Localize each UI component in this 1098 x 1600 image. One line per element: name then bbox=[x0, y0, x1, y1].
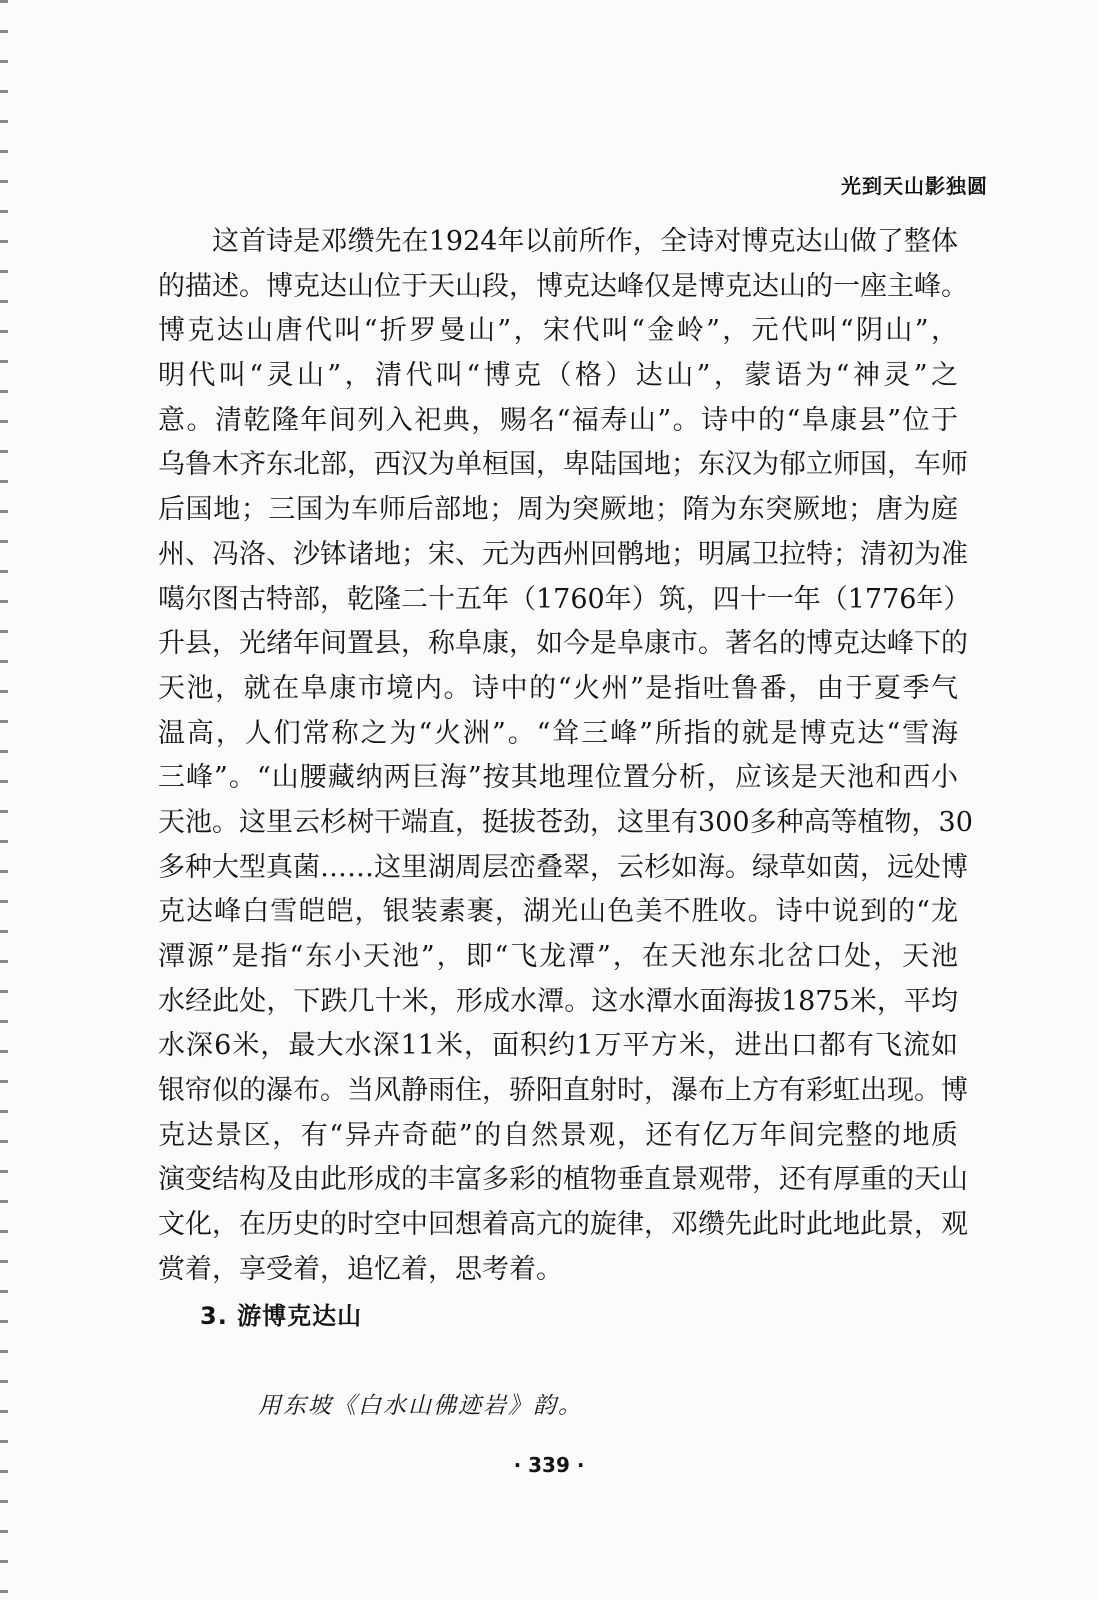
paragraph-line: 潭源”是指“东小天池”，即“飞龙潭”，在天池东北岔口处，天池 bbox=[158, 941, 958, 972]
paragraph-line: 后国地；三国为车师后部地；周为突厥地；隋为东突厥地；唐为庭 bbox=[158, 494, 958, 526]
paragraph-line: 演变结构及由此形成的丰富多彩的植物垂直景观带，还有厚重的天山 bbox=[158, 1164, 968, 1196]
paragraph-line: 天池，就在阜康市境内。诗中的“火州”是指吐鲁番，由于夏季气 bbox=[158, 672, 958, 704]
running-head: 光到天山影独圆 bbox=[841, 174, 988, 198]
paragraph-line: 明代叫“灵山”，清代叫“博克（格）达山”，蒙语为“神灵”之 bbox=[158, 360, 958, 392]
paragraph-line: 文化，在历史的时空中回想着高亢的旋律，邓缵先此时此地此景，观 bbox=[158, 1209, 968, 1241]
paragraph-line: 天池。这里云杉树干端直，挺拔苍劲，这里有300多种高等植物，30 bbox=[158, 806, 973, 838]
page-number: · 339 · bbox=[513, 1453, 585, 1477]
paragraph-line: 噶尔图古特部，乾隆二十五年（1760年）筑，四十一年（1776年） bbox=[158, 583, 971, 615]
paragraph-line: 赏着，享受着，追忆着，思考着。 bbox=[158, 1253, 563, 1285]
paragraph-line: 这首诗是邓缵先在1924年以前所作，全诗对博克达山做了整体 bbox=[212, 226, 958, 257]
paragraph-line: 意。清乾隆年间列入祀典，赐名“福寿山”。诗中的“阜康县”位于 bbox=[158, 404, 958, 436]
paragraph-line: 银帘似的瀑布。当风静雨住，骄阳直射时，瀑布上方有彩虹出现。博 bbox=[158, 1075, 968, 1107]
paragraph-line: 乌鲁木齐东北部，西汉为单桓国，卑陆国地；东汉为郁立师国，车师 bbox=[158, 449, 968, 481]
paragraph-line: 水深6米，最大水深11米，面积约1万平方米，进出口都有飞流如 bbox=[158, 1030, 958, 1062]
paragraph-line: 克达景区，有“异卉奇葩”的自然景观，还有亿万年间完整的地质 bbox=[158, 1119, 958, 1151]
paragraph-line: 多种大型真菌……这里湖周层峦叠翠，云杉如海。绿草如茵，远处博 bbox=[158, 851, 968, 883]
paragraph-line: 博克达山唐代叫“折罗曼山”，宋代叫“金岭”，元代叫“阴山”， bbox=[158, 315, 958, 347]
paragraph-line: 三峰”。“山腰藏纳两巨海”按其地理位置分析，应该是天池和西小 bbox=[158, 762, 958, 794]
main-paragraph bbox=[158, 220, 973, 1293]
paragraph-line: 的描述。博克达山位于天山段，博克达峰仅是博克达山的一座主峰。 bbox=[158, 270, 968, 302]
paragraph-line: 水经此处，下跌几十米，形成水潭。这水潭水面海拔1875米，平均 bbox=[158, 985, 958, 1017]
poem-note: 用东坡《白水山佛迹岩》韵。 bbox=[258, 1393, 583, 1419]
paragraph-line: 克达峰白雪皑皑，银装素裹，湖光山色美不胜收。诗中说到的“龙 bbox=[158, 896, 958, 928]
paragraph-line: 州、冯洛、沙钵诸地；宋、元为西州回鹘地；明属卫拉特；清初为准 bbox=[158, 538, 968, 570]
section-heading: 3. 游博克达山 bbox=[200, 1302, 363, 1330]
binding-edge bbox=[0, 0, 8, 1600]
paragraph-line: 温高，人们常称之为“火洲”。“耸三峰”所指的就是博克达“雪海 bbox=[158, 717, 958, 749]
paragraph-line: 升县，光绪年间置县，称阜康，如今是阜康市。著名的博克达峰下的 bbox=[158, 628, 968, 660]
